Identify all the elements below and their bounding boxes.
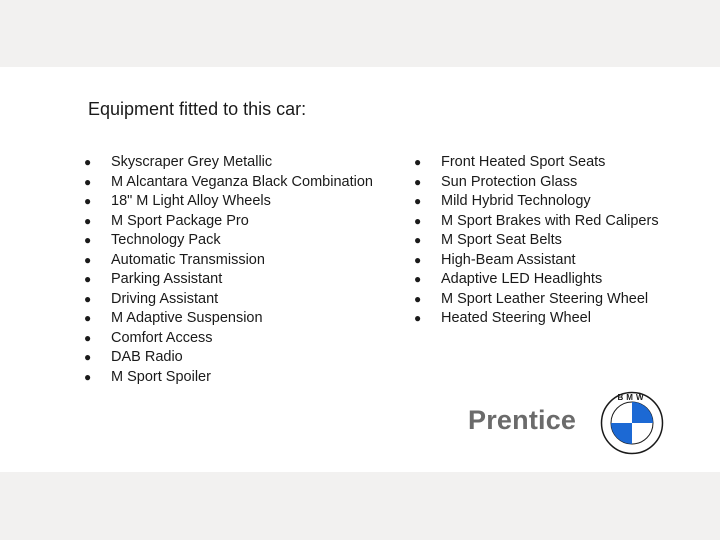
equipment-item-label: DAB Radio: [111, 349, 183, 365]
equipment-item-label: M Sport Leather Steering Wheel: [441, 290, 649, 307]
bullet-icon: ●: [84, 252, 92, 267]
equipment-item: [414, 231, 659, 251]
equipment-heading: Equipment fitted to this car:: [88, 99, 307, 119]
equipment-item-label: Parking Assistant: [111, 271, 223, 287]
bullet-icon: ●: [84, 233, 92, 247]
bullet-icon: ●: [84, 369, 92, 384]
bullet-icon: ●: [84, 272, 92, 286]
equipment-item: [84, 192, 373, 212]
bullet-icon: ●: [84, 174, 92, 189]
equipment-item-label: M Sport Package Pro: [111, 212, 249, 229]
equipment-item-label: Technology Pack: [111, 232, 221, 248]
equipment-item-label: 18" M Light Alloy Wheels: [111, 193, 271, 209]
equipment-item: [414, 290, 659, 310]
equipment-item: [84, 173, 373, 193]
equipment-item-label: Driving Assistant: [111, 290, 219, 307]
equipment-item: [414, 153, 659, 173]
bullet-icon: ●: [84, 311, 92, 325]
bullet-icon: ●: [414, 291, 422, 306]
equipment-item: [414, 270, 659, 290]
bullet-icon: ●: [84, 194, 92, 208]
bullet-icon: ●: [414, 213, 422, 228]
bullet-icon: ●: [84, 350, 92, 364]
equipment-item: [414, 192, 659, 212]
dealer-name: Prentice: [468, 405, 577, 435]
equipment-item: [414, 309, 659, 329]
equipment-item-label: Skyscraper Grey Metallic: [111, 154, 273, 170]
equipment-item-label: M Sport Brakes with Red Calipers: [441, 212, 659, 229]
equipment-item: [84, 309, 373, 329]
equipment-item-label: Adaptive LED Headlights: [441, 271, 603, 287]
bullet-icon: ●: [414, 272, 422, 286]
bullet-icon: ●: [414, 252, 422, 267]
equipment-item-label: High-Beam Assistant: [441, 251, 576, 268]
bullet-icon: ●: [414, 233, 422, 247]
equipment-item-label: M Sport Spoiler: [111, 368, 211, 385]
equipment-item-label: Mild Hybrid Technology: [441, 193, 591, 209]
bullet-icon: ●: [414, 174, 422, 189]
equipment-item-label: Heated Steering Wheel: [441, 310, 591, 326]
logo-lettering: BMW: [617, 393, 647, 402]
equipment-item-label: Front Heated Sport Seats: [441, 154, 606, 170]
equipment-item: [84, 251, 373, 271]
equipment-item: [84, 270, 373, 290]
equipment-card: [0, 67, 720, 472]
bullet-icon: ●: [84, 330, 92, 345]
equipment-item: [84, 153, 373, 173]
equipment-item-label: Sun Protection Glass: [441, 173, 578, 190]
bullet-icon: ●: [414, 194, 422, 208]
equipment-item: [84, 368, 373, 388]
equipment-list-right: [414, 153, 659, 329]
equipment-item: [414, 173, 659, 193]
bullet-icon: ●: [84, 155, 92, 169]
equipment-item-label: M Alcantara Veganza Black Combination: [111, 173, 373, 190]
bullet-icon: ●: [414, 155, 422, 169]
equipment-item-label: Comfort Access: [111, 329, 213, 346]
equipment-item: [84, 212, 373, 232]
bmw-roundel-icon: [600, 391, 664, 455]
equipment-item: [414, 212, 659, 232]
bullet-icon: ●: [84, 213, 92, 228]
bullet-icon: ●: [84, 291, 92, 306]
equipment-item-label: Automatic Transmission: [111, 251, 265, 268]
equipment-item-label: M Sport Seat Belts: [441, 232, 562, 248]
equipment-item: [84, 231, 373, 251]
equipment-list-left: [84, 153, 373, 387]
bullet-icon: ●: [414, 311, 422, 325]
equipment-item-label: M Adaptive Suspension: [111, 310, 263, 326]
equipment-item: [84, 348, 373, 368]
equipment-item: [84, 329, 373, 349]
equipment-item: [414, 251, 659, 271]
equipment-item: [84, 290, 373, 310]
